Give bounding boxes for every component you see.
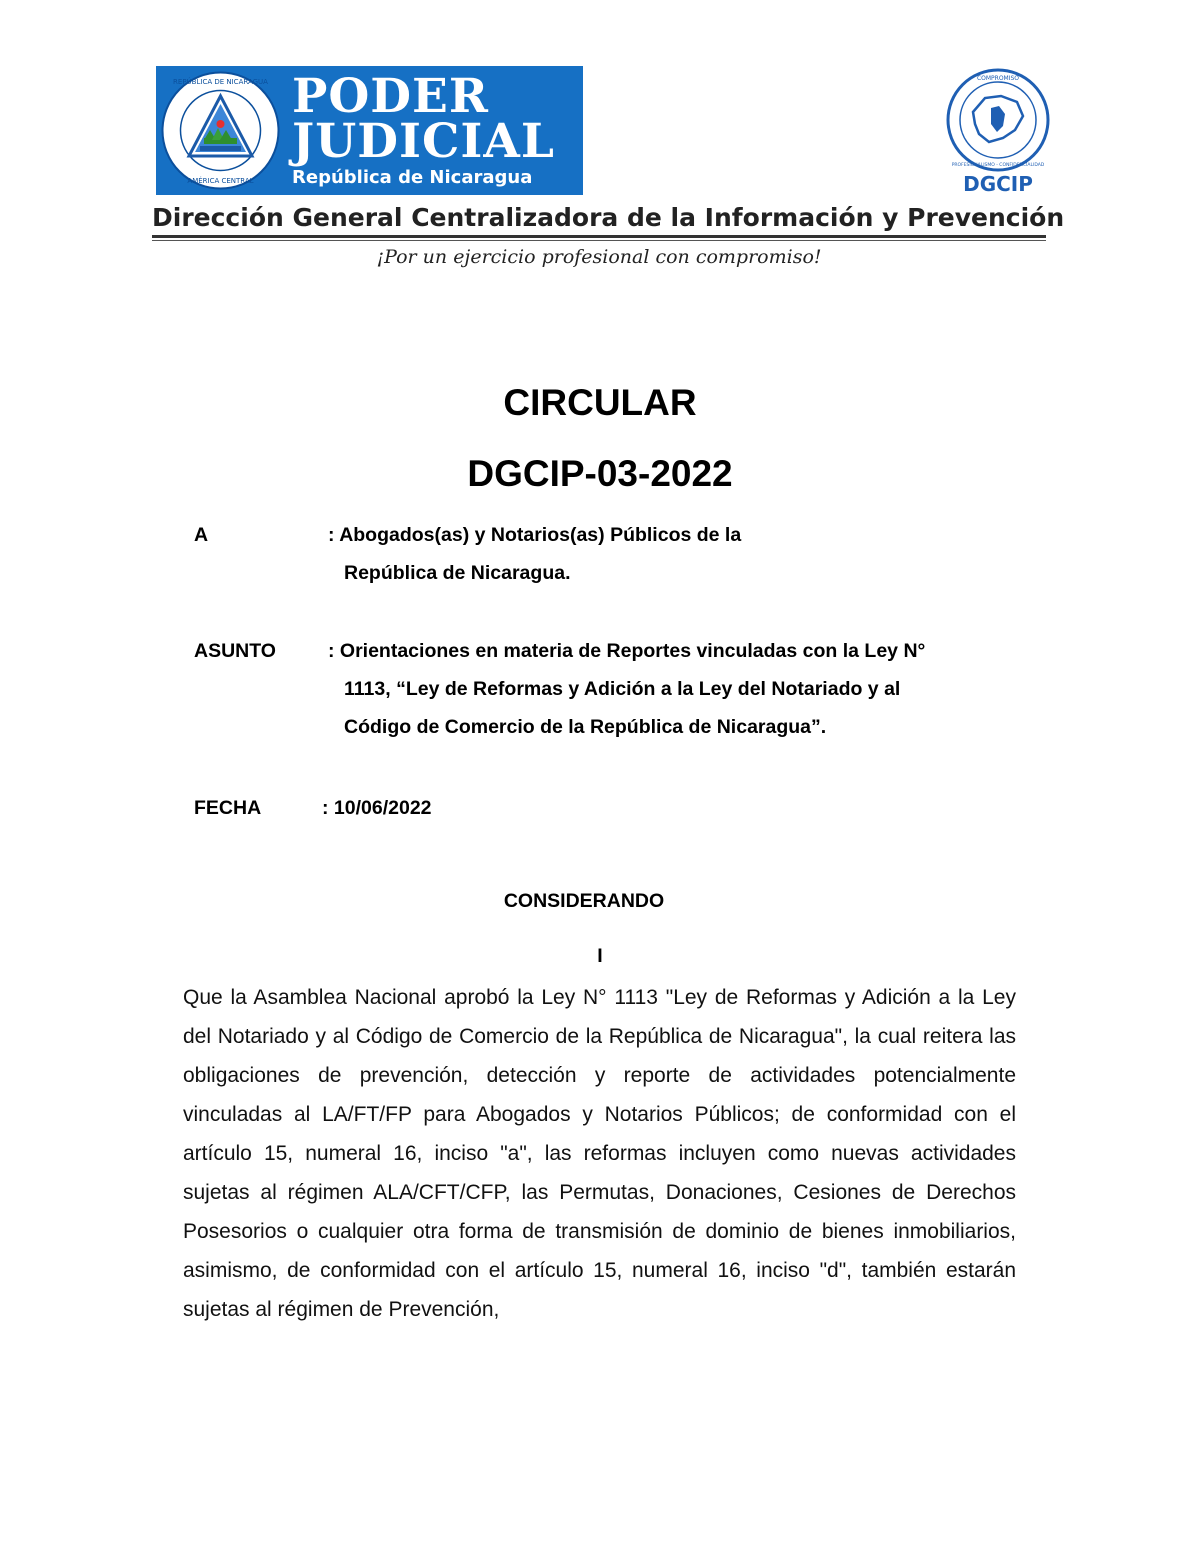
- document-type: CIRCULAR: [503, 382, 697, 423]
- header-divider-thin: [152, 240, 1046, 241]
- department-name: Dirección General Centralizadora de la Información y Prevención: [152, 203, 1065, 232]
- subject-value: [328, 632, 1048, 746]
- logo-title-judicial: JUDICIAL: [292, 114, 555, 169]
- to-line-2: República de Nicaragua.: [344, 562, 571, 584]
- seal-top-text: REPÚBLICA DE NICARAGUA: [173, 78, 268, 86]
- header-divider: [152, 235, 1046, 238]
- document-number: DGCIP-03-2022: [467, 453, 733, 494]
- body-paragraph: Que la Asamblea Nacional aprobó la Ley N° 1113 "Ley de Reformas y Adición a la Ley del Notariado y al Código de Comercio de la República de Nicaragua", la cual reitera las obligaciones de prevención, detección y reporte de actividades potencialmente vinculadas al LA/FT/FP para Abogados y Notarios Públicos; de conformidad con el artículo 15, numeral 16, inciso "a", las reformas incluyen como nuevas actividades sujetas al régimen ALA/CFT/CFP, las Permutas, Donaciones, Cesiones de Derechos Posesorios o cualquier otra forma de transmisión de dominio de bienes inmobiliarios, asimismo, de conformidad con el artículo 15, numeral 16, inciso "d", también estarán sujetas al régimen de Prevención,: [183, 986, 1016, 1321]
- section-number: I: [597, 945, 603, 967]
- dgcip-ring-bottom-text: PROFESIONALISMO - CONFIDENCIALIDAD: [951, 163, 1045, 168]
- dgcip-label: DGCIP: [963, 172, 1033, 196]
- subject-line-2: 1113, “Ley de Reformas y Adición a la Ley del Notariado y al: [344, 678, 901, 700]
- date-value: : 10/06/2022: [322, 797, 432, 819]
- seal-bottom-text: AMÉRICA CENTRAL: [187, 177, 254, 185]
- to-label: A: [194, 524, 209, 546]
- logo-title-poder: PODER: [292, 69, 489, 124]
- subject-line-1: : Orientaciones en materia de Reportes vinculadas con la Ley N°: [328, 640, 926, 662]
- to-line-1: : Abogados(as) y Notarios(as) Públicos de la: [328, 524, 742, 546]
- motto: ¡Por un ejercicio profesional con compromiso!: [376, 246, 822, 268]
- date-label: FECHA: [194, 797, 262, 819]
- section-heading: CONSIDERANDO: [503, 890, 665, 912]
- subject-line-3: Código de Comercio de la República de Nicaragua”.: [344, 716, 827, 738]
- subject-label: ASUNTO: [194, 640, 276, 662]
- logo-subtitle: República de Nicaragua: [292, 167, 533, 188]
- to-value: [328, 516, 1048, 592]
- dgcip-ring-top-text: COMPROMISO: [976, 75, 1020, 82]
- poder-judicial-logo: [156, 66, 583, 195]
- nicaragua-seal-icon: [160, 70, 281, 191]
